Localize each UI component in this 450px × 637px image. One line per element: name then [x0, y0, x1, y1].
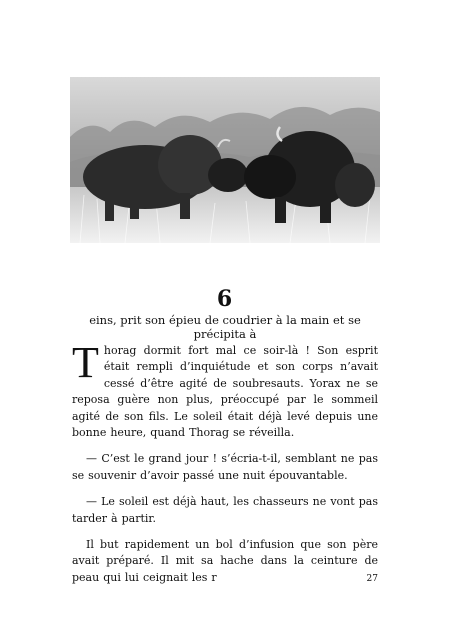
chapter-number: 6: [216, 286, 234, 312]
paragraph-1-text: horag dormit fort mal ce soir-là ! Son esprit était rempli d’inquiétude et son corps n’avait cessé d’être agité de soubresauts. Yorax ne se reposa guère non plus, préoccupé par le sommeil agité de son fils. Le soleil était déjà levé depuis une bonne heure, quand Thorag se réveilla.: [72, 344, 378, 440]
bison-photo-illustration: [70, 77, 380, 243]
paragraph-4: Il but rapidement un bol d’infusion que son père avait préparé. Il mit sa hache dans la ceinture de peau qui lui ceignait les r: [72, 538, 378, 584]
chapter-carry-line: eins, prit son épieu de coudrier à la main et se précipita à: [89, 313, 361, 341]
bison-photo: [70, 77, 380, 243]
drop-cap: T: [72, 338, 99, 387]
page-number: 27: [366, 574, 378, 584]
paragraph-3: — Le soleil est déjà haut, les chasseurs ne vont pas tarder à partir.: [72, 495, 378, 525]
chapter-body: [72, 338, 378, 586]
paragraph-2: — C’est le grand jour ! s’écria-t-il, semblant ne pas se souvenir d’avoir passé une nuit épouvantable.: [72, 452, 378, 482]
paragraph-1: [72, 338, 378, 441]
